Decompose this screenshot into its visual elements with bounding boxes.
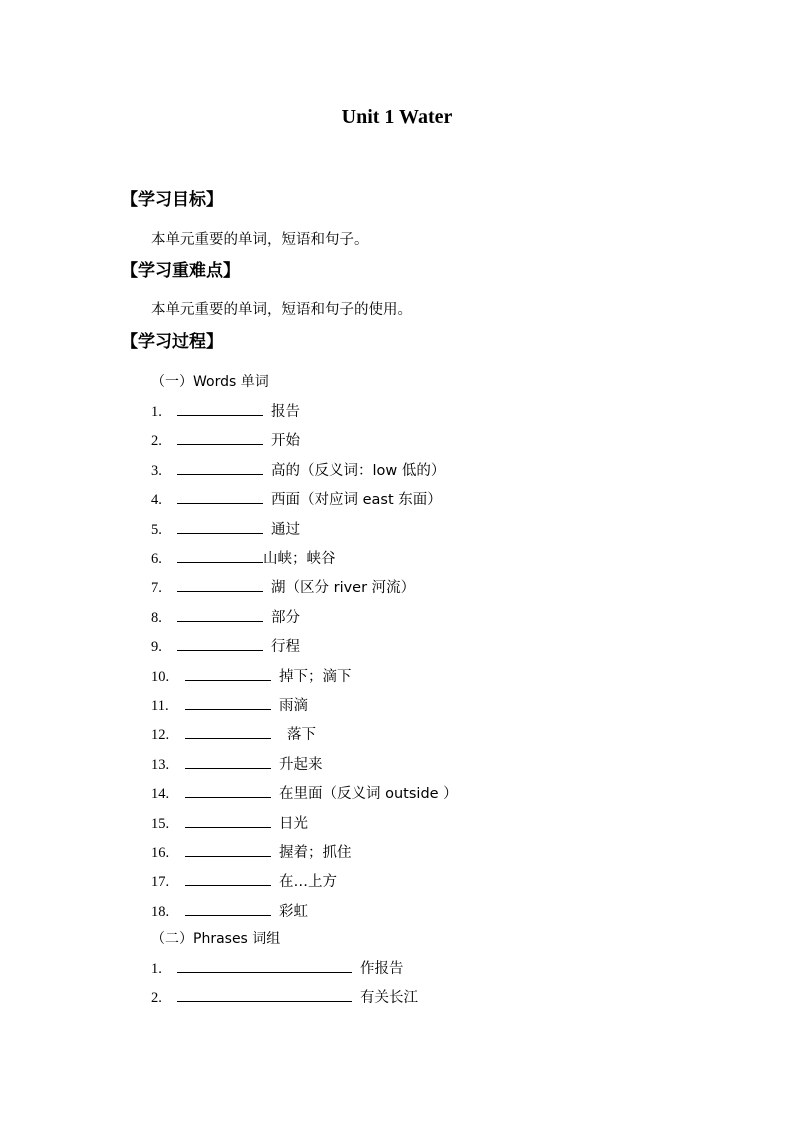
word-item-number: 1. [151, 404, 162, 420]
word-answer-blank[interactable] [177, 576, 263, 592]
word-item-meaning: 通过 [271, 521, 300, 538]
word-item-number: 2. [151, 433, 162, 450]
word-answer-blank[interactable] [177, 635, 263, 651]
phrase-answer-blank[interactable] [177, 986, 352, 1002]
words-label: （一）Words 单词 [151, 374, 269, 390]
phrase-item-meaning: 作报告 [360, 961, 404, 977]
key-points-text: 本单元重要的单词，短语和句子的使用。 [151, 302, 412, 318]
word-item-number: 15. [151, 815, 170, 832]
word-answer-blank[interactable] [177, 459, 263, 475]
goal-text: 本单元重要的单词，短语和句子。 [151, 232, 369, 248]
word-item-number: 9. [151, 639, 162, 656]
word-item [151, 812, 308, 835]
word-item [151, 841, 352, 864]
word-answer-blank[interactable] [185, 841, 271, 857]
word-item [151, 753, 323, 776]
word-item-meaning: 在…上方 [279, 874, 337, 891]
word-item [151, 518, 300, 541]
word-item-meaning: 彩虹 [279, 903, 308, 920]
word-answer-blank[interactable] [185, 900, 271, 916]
word-item [151, 665, 352, 688]
word-item [151, 400, 300, 423]
word-item [151, 723, 316, 746]
word-answer-blank[interactable] [177, 606, 263, 622]
word-item-meaning: 握着；抓住 [279, 845, 352, 861]
section-heading-process: 【学习过程】 [121, 332, 223, 352]
word-answer-blank[interactable] [185, 723, 271, 739]
word-item-number: 16. [151, 845, 170, 861]
word-item-meaning: 山峡；峡谷 [263, 551, 336, 567]
word-item-meaning: 开始 [271, 433, 300, 450]
word-answer-blank[interactable] [185, 665, 271, 681]
word-item-meaning: 日光 [279, 815, 308, 832]
word-item [151, 547, 336, 570]
word-item [151, 782, 458, 805]
word-answer-blank[interactable] [177, 400, 263, 416]
word-item [151, 694, 308, 717]
word-item-number: 14. [151, 786, 170, 803]
section-heading-key-points: 【学习重难点】 [121, 261, 240, 281]
word-item [151, 870, 337, 893]
section-heading-goal: 【学习目标】 [121, 190, 223, 210]
word-answer-blank[interactable] [185, 812, 271, 828]
phrases-label: （二）Phrases 词组 [151, 931, 281, 947]
word-item [151, 576, 415, 599]
word-item-number: 4. [151, 492, 162, 509]
word-item-meaning: 落下 [287, 727, 316, 744]
word-item-meaning: 掉下；滴下 [279, 668, 352, 685]
word-answer-blank[interactable] [185, 753, 271, 769]
word-item-number: 8. [151, 609, 162, 626]
word-answer-blank[interactable] [185, 782, 271, 798]
word-item-meaning: 西面（对应词 east 东面） [271, 492, 442, 509]
word-item [151, 900, 308, 923]
page-title: Unit 1 Water [341, 106, 453, 128]
word-item-meaning: 高的（反义词：low 低的） [271, 462, 446, 479]
word-item-meaning: 部分 [271, 609, 300, 626]
word-answer-blank[interactable] [177, 488, 263, 504]
word-answer-blank[interactable] [177, 518, 263, 534]
word-item-meaning: 行程 [271, 639, 300, 656]
word-answer-blank[interactable] [185, 870, 271, 886]
word-item-number: 5. [151, 521, 162, 538]
word-item-meaning: 在里面（反义词 outside ） [279, 786, 458, 803]
word-item-number: 13. [151, 756, 170, 773]
word-item-number: 18. [151, 903, 170, 920]
word-item [151, 488, 442, 511]
phrase-item-number: 1. [151, 961, 162, 977]
phrase-item-number: 2. [151, 990, 162, 1007]
word-item-meaning: 报告 [271, 404, 300, 420]
word-item [151, 635, 300, 658]
word-item-number: 12. [151, 727, 170, 744]
phrase-item-meaning: 有关长江 [360, 990, 418, 1007]
word-item-number: 11. [151, 698, 169, 714]
word-item [151, 459, 445, 482]
word-item [151, 429, 300, 452]
word-answer-blank[interactable] [185, 694, 271, 710]
word-item-number: 6. [151, 551, 162, 567]
word-item-meaning: 湖（区分 river 河流） [271, 580, 416, 597]
word-item-number: 3. [151, 462, 162, 479]
phrase-item [151, 957, 404, 980]
word-item-number: 17. [151, 874, 170, 891]
word-item [151, 606, 300, 629]
phrase-item [151, 986, 418, 1009]
word-item-number: 7. [151, 580, 162, 597]
word-answer-blank[interactable] [177, 429, 263, 445]
word-item-number: 10. [151, 668, 170, 685]
word-item-meaning: 升起来 [279, 756, 323, 773]
word-item-meaning: 雨滴 [279, 698, 308, 714]
phrase-answer-blank[interactable] [177, 957, 352, 973]
word-answer-blank[interactable] [177, 547, 263, 563]
